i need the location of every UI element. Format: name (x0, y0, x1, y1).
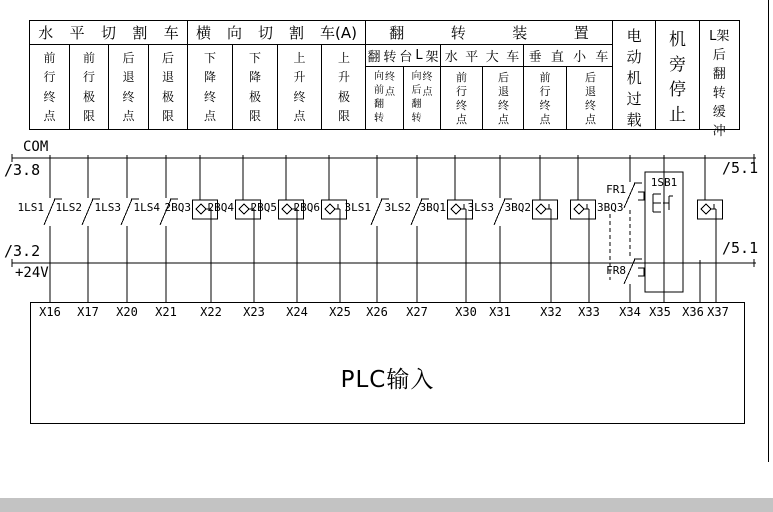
title-char: 装 (512, 24, 528, 42)
title-char: 车(A) (319, 24, 357, 42)
terminal-label-X24: X24 (286, 305, 308, 319)
component-label-3LS1: 3LS1 (344, 201, 371, 214)
terminal-label-X21: X21 (155, 305, 177, 319)
component-label-2BQ6: 2BQ6 (293, 201, 320, 214)
legend-char: 终 (293, 89, 306, 104)
legend-char: 升 (337, 70, 350, 85)
title-char: 车 (595, 50, 609, 65)
title-char: 垂 (528, 50, 542, 65)
legend-char: 终 (385, 71, 395, 83)
legend-char: 终 (585, 98, 596, 112)
legend-char: 向 (374, 71, 384, 82)
legend-char: 转 (374, 113, 384, 124)
legend-char: 退 (585, 84, 596, 98)
legend-char: 极 (161, 89, 174, 104)
legend-char: 极 (82, 89, 95, 104)
legend-char: 升 (293, 70, 306, 85)
terminal-label-X22: X22 (200, 305, 222, 319)
legend-char: 限 (337, 109, 350, 124)
terminal-label-X23: X23 (243, 305, 265, 319)
component-label-2BQ5: 2BQ5 (250, 201, 277, 214)
title-char: 横 (195, 24, 211, 42)
terminal-label-X36: X36 (682, 305, 704, 319)
component-label-1SB1: 1SB1 (650, 176, 678, 189)
terminal-label-X26: X26 (366, 305, 388, 319)
title-char: 水 (38, 24, 54, 42)
drawing-frame-border (768, 0, 769, 462)
legend-char: 点 (498, 112, 509, 126)
legend-char: 过 (626, 90, 642, 108)
legend-char: 机 (668, 30, 686, 50)
component-label-3BQ2: 3BQ2 (504, 201, 531, 214)
legend-char: 限 (82, 109, 95, 124)
title-char: 车 (506, 50, 520, 65)
legend-char: L架 (709, 29, 730, 44)
title-char: 置 (573, 24, 589, 42)
legend-char: 点 (385, 87, 395, 99)
component-label-1LS2: 1LS2 (55, 201, 82, 214)
legend-char: 前 (43, 50, 56, 65)
overload-bracket (638, 268, 644, 276)
title-char: 切 (257, 24, 273, 42)
component-label-3BQ3: 3BQ3 (597, 201, 624, 214)
terminal-label-X20: X20 (116, 305, 138, 319)
legend-char: 后 (411, 85, 422, 96)
sheet-ref-5-1-bottom: /5.1 (722, 239, 759, 257)
legend-char: 翻 (411, 99, 422, 110)
component-label-2BQ3: 2BQ3 (164, 201, 191, 214)
legend-char: 退 (161, 70, 174, 85)
terminal-label-X30: X30 (455, 305, 477, 319)
legend-char: 降 (203, 70, 216, 85)
component-label-1LS4: 1LS4 (133, 201, 160, 214)
terminal-label-X37: X37 (707, 305, 729, 319)
sheet-ref-3-8: /3.8 (4, 161, 41, 179)
terminal-label-X16: X16 (39, 305, 61, 319)
legend-char: 终 (539, 98, 551, 112)
overload-bracket (638, 192, 644, 200)
terminal-label-X32: X32 (540, 305, 562, 319)
component-label-1LS3: 1LS3 (94, 201, 121, 214)
component-label-2BQ4: 2BQ4 (207, 201, 234, 214)
legend-char: 极 (337, 89, 350, 104)
title-char: 水 (444, 50, 458, 65)
terminal-label-X31: X31 (489, 305, 511, 319)
legend-char: 载 (626, 111, 642, 129)
legend-char: 上 (337, 50, 350, 65)
legend-char: 转 (712, 86, 726, 101)
title-char: 平 (69, 24, 85, 42)
title-char: L (415, 48, 423, 63)
title-char: 转 (383, 50, 397, 65)
legend-char: 极 (248, 89, 261, 104)
legend-char: 缓 (712, 105, 726, 120)
legend-char: 终 (203, 89, 216, 104)
legend-char: 终 (422, 71, 433, 83)
title-char: 向 (226, 24, 242, 42)
title-char: 架 (425, 50, 439, 65)
legend-char: 终 (498, 98, 509, 112)
title-char: 翻 (367, 50, 381, 65)
component-label-3LS3: 3LS3 (467, 201, 494, 214)
title-char: 割 (288, 24, 304, 42)
legend-char: 点 (122, 109, 135, 124)
legend-char: 点 (43, 109, 56, 124)
legend-char: 向 (411, 71, 422, 82)
legend-char: 限 (248, 109, 261, 124)
title-char: 直 (550, 50, 564, 65)
legend-char: 行 (82, 70, 95, 85)
title-char: 翻 (389, 24, 405, 42)
legend-char: 限 (161, 109, 174, 124)
sheet-ref-3-2: /3.2 (4, 242, 41, 260)
terminal-label-X35: X35 (649, 305, 671, 319)
terminal-label-X27: X27 (406, 305, 428, 319)
title-char: 大 (485, 50, 499, 65)
legend-char: 终 (43, 89, 56, 104)
legend-char: 动 (626, 48, 642, 66)
legend-char: 后 (712, 48, 726, 63)
legend-char: 前 (374, 85, 384, 96)
title-char: 平 (465, 50, 479, 65)
legend-char: 停 (668, 80, 686, 100)
legend-char: 后 (585, 70, 596, 84)
legend-char: 后 (122, 50, 135, 65)
legend-char: 降 (248, 70, 261, 85)
legend-char: 下 (248, 50, 261, 65)
legend-char: 止 (668, 105, 686, 125)
legend-char: 后 (161, 50, 174, 65)
legend-char: 冲 (712, 124, 726, 139)
legend-char: 终 (456, 98, 467, 112)
sheet-ref-5-1-top: /5.1 (722, 159, 759, 177)
component-label-3LS2: 3LS2 (384, 201, 411, 214)
legend-char: 退 (122, 70, 135, 85)
legend-char: 翻 (374, 99, 384, 110)
terminal-label-X25: X25 (329, 305, 351, 319)
plc-input-title: PLC输入 (340, 367, 435, 393)
title-char: 车 (163, 24, 179, 42)
terminal-label-X34: X34 (619, 305, 641, 319)
plus24v-bus-label: +24V (15, 265, 49, 281)
component-label-3BQ1: 3BQ1 (419, 201, 446, 214)
legend-char: 点 (456, 112, 467, 126)
component-label-FR1: FR1 (606, 183, 626, 196)
legend-char: 转 (411, 113, 422, 124)
legend-char: 终 (122, 89, 135, 104)
legend-char: 翻 (712, 67, 726, 82)
legend-char: 退 (498, 84, 509, 98)
com-bus-label: COM (23, 139, 49, 155)
legend-char: 点 (422, 87, 433, 99)
terminal-label-X17: X17 (77, 305, 99, 319)
legend-char: 前 (456, 70, 467, 84)
terminal-label-X33: X33 (578, 305, 600, 319)
component-label-1LS1: 1LS1 (17, 201, 44, 214)
legend-char: 行 (43, 70, 56, 85)
legend-char: 点 (203, 109, 216, 124)
component-label-FR8: FR8 (606, 264, 626, 277)
legend-char: 行 (539, 84, 551, 98)
canvas-margin (0, 498, 773, 512)
legend-char: 前 (82, 50, 95, 65)
legend-char: 点 (585, 112, 596, 126)
legend-char: 点 (293, 109, 306, 124)
legend-char: 前 (539, 70, 551, 84)
legend-char: 下 (203, 50, 216, 65)
title-char: 台 (399, 50, 413, 65)
title-char: 割 (132, 24, 148, 42)
legend-char: 电 (626, 27, 642, 45)
legend-char: 旁 (668, 55, 686, 75)
legend-char: 点 (539, 112, 551, 126)
title-char: 切 (100, 24, 116, 42)
title-char: 转 (450, 24, 466, 42)
plc-input-box (30, 302, 745, 424)
legend-char: 行 (456, 84, 467, 98)
legend-char: 上 (293, 50, 306, 65)
legend-char: 后 (498, 70, 509, 84)
legend-char: 机 (626, 69, 642, 87)
title-char: 小 (573, 50, 587, 65)
